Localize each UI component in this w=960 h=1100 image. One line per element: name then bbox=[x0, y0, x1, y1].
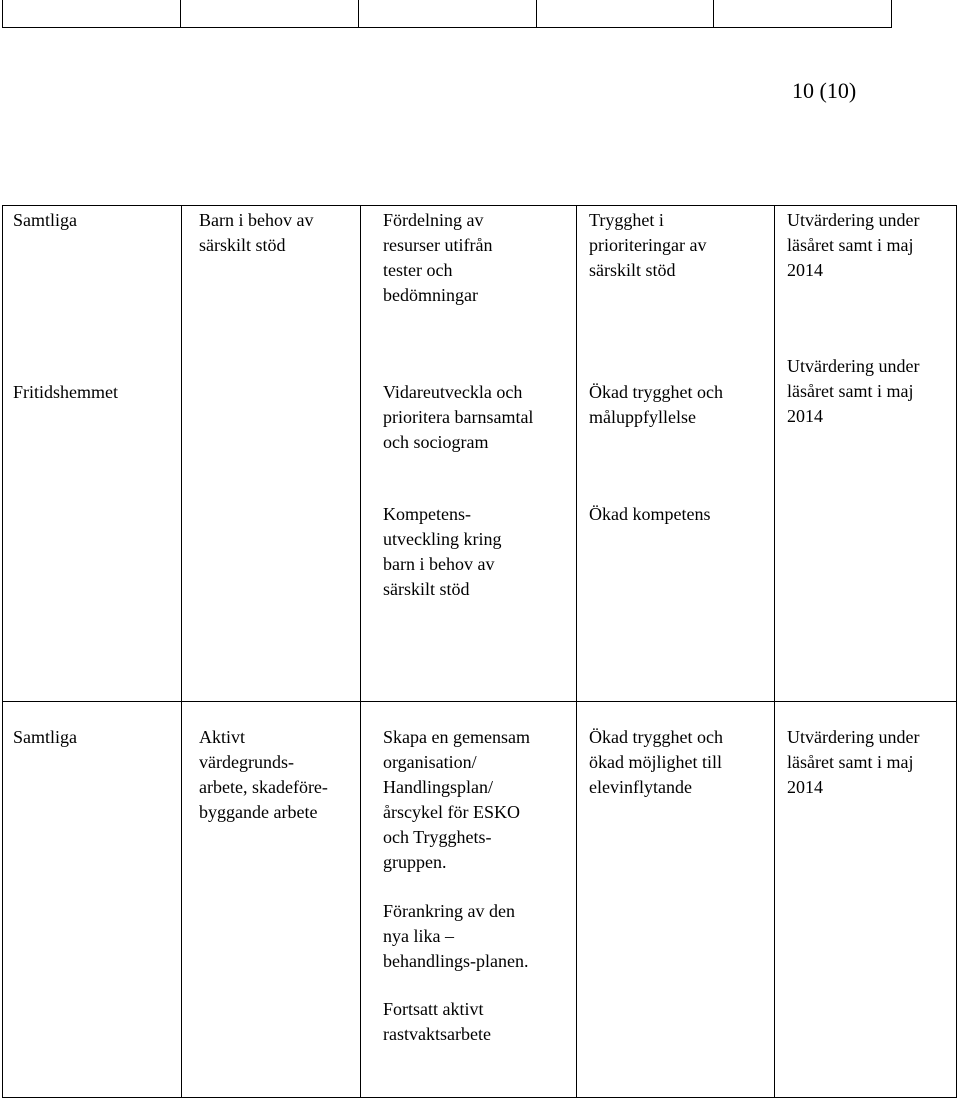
table-cell: Ökad trygghet och måluppfyllelse bbox=[589, 382, 723, 427]
table-cell: Trygghet i prioriteringar av särskilt stöd bbox=[589, 210, 707, 280]
table-cell: Vidareutveckla och prioritera barnsamtal och sociogram bbox=[383, 382, 534, 452]
table-cell: Fördelning av resurser utifrån tester och bedömningar bbox=[383, 210, 493, 305]
top-strip-cell bbox=[537, 0, 715, 27]
top-strip-cell bbox=[3, 0, 181, 27]
table-cell: Utvärdering under läsåret samt i maj 2014 bbox=[787, 210, 920, 280]
table-cell: Skapa en gemensam organisation/ Handlingsplan/ årscykel för ESKO och Trygghets- gruppen. bbox=[383, 727, 530, 872]
top-strip-cell bbox=[359, 0, 537, 27]
table-cell: Utvärdering under läsåret samt i maj 2014 bbox=[787, 356, 920, 426]
table-cell: Ökad kompetens bbox=[589, 504, 711, 524]
table-cell: Samtliga bbox=[13, 210, 77, 230]
table-cell: Utvärdering under läsåret samt i maj 2014 bbox=[787, 727, 920, 797]
table-cell: Kompetens- utveckling kring barn i behov av särskilt stöd bbox=[383, 504, 502, 599]
column-divider bbox=[576, 206, 577, 1097]
table-cell: Fritidshemmet bbox=[13, 382, 118, 402]
table-cell: Samtliga bbox=[13, 727, 77, 747]
top-strip-cell bbox=[181, 0, 360, 27]
column-divider bbox=[360, 206, 361, 1097]
table-cell: Barn i behov av särskilt stöd bbox=[199, 210, 314, 255]
table-cell: Fortsatt aktivt rastvaktsarbete bbox=[383, 999, 491, 1044]
column-divider bbox=[181, 206, 182, 1097]
table-cell: Förankring av den nya lika – behandlings-planen. bbox=[383, 901, 529, 971]
column-divider bbox=[774, 206, 775, 1097]
plan-table bbox=[2, 205, 957, 1098]
row-divider bbox=[3, 701, 956, 702]
table-cell: Ökad trygghet och ökad möjlighet till elevinflytande bbox=[589, 727, 723, 797]
top-table-strip bbox=[2, 0, 892, 28]
page-number: 10 (10) bbox=[792, 78, 857, 103]
table-cell: Aktivt värdegrunds- arbete, skadeföre- byggande arbete bbox=[199, 727, 328, 822]
top-strip-cell bbox=[714, 0, 891, 27]
